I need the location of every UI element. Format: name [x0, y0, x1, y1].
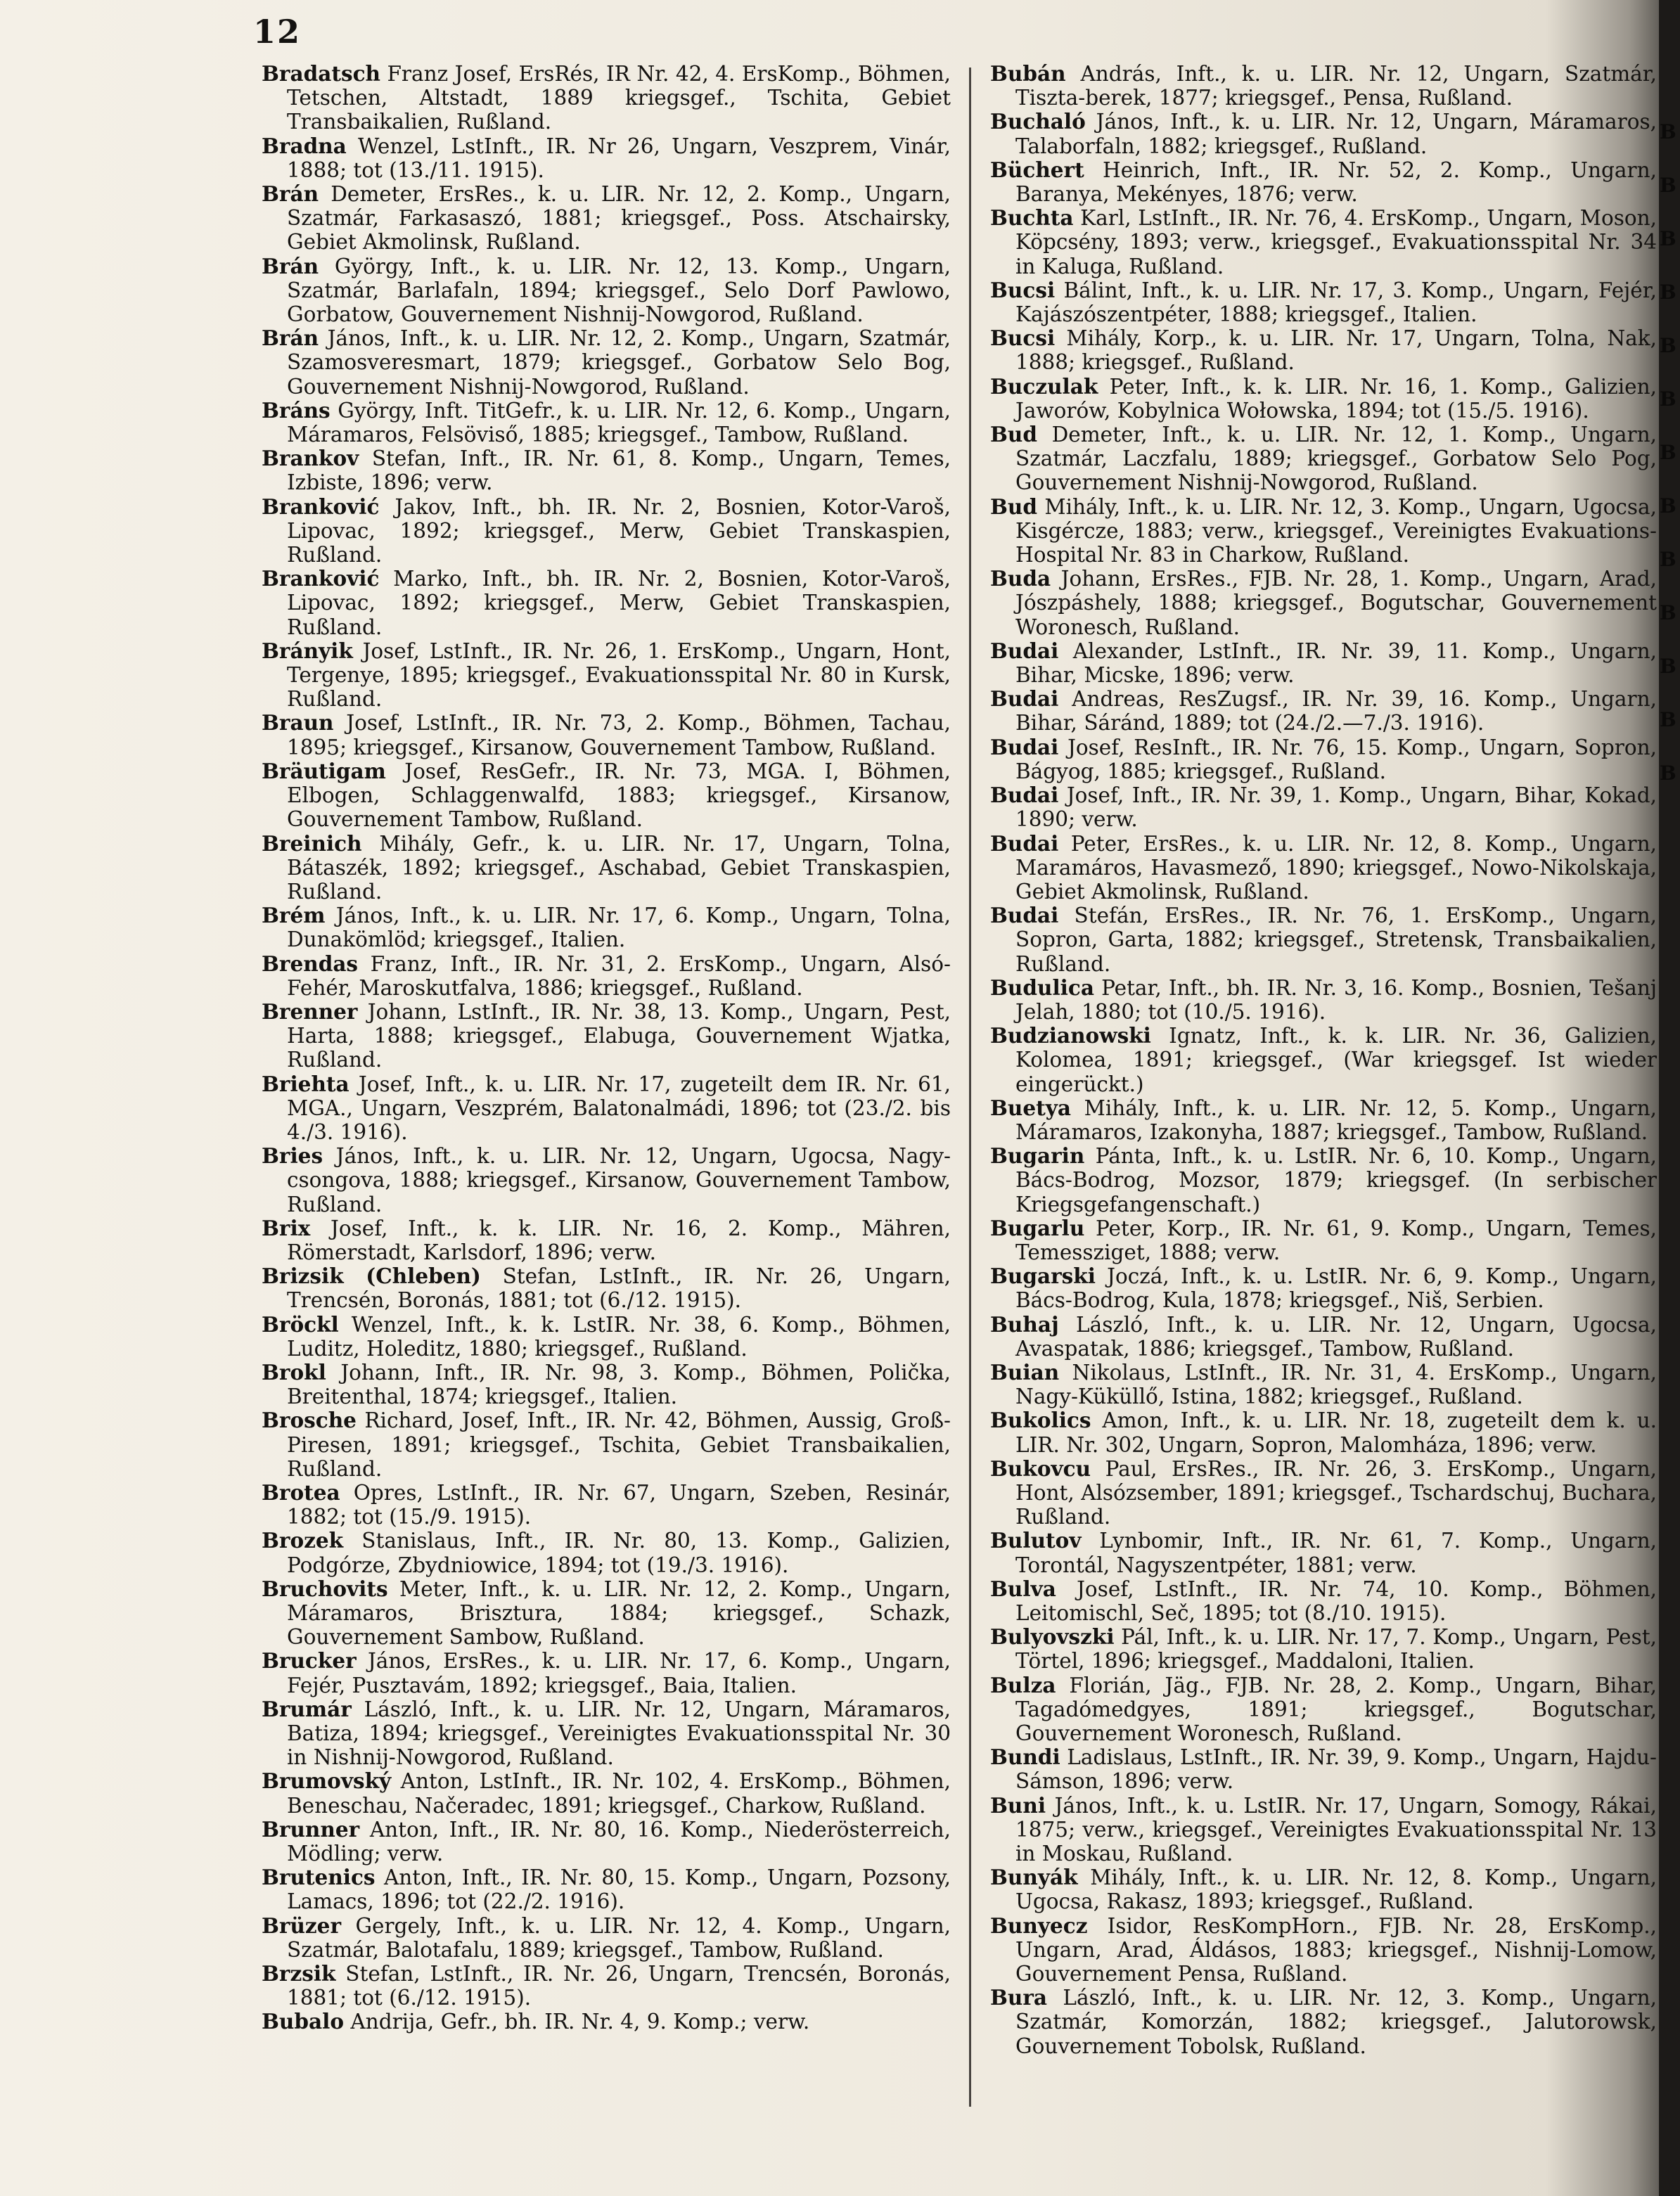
entry-surname: Buhaj: [990, 1311, 1059, 1337]
entry-surname: Brosche: [262, 1408, 357, 1433]
entry-surname: Bubalo: [262, 2009, 345, 2034]
entry-details: Josef, Inft., IR. Nr. 39, 1. Komp., Ungarn, Bihar, Kokad, 1890; verw.: [1015, 783, 1657, 832]
entry-details: László, Inft., k. u. LIR. Nr. 12, Ungarn, Ugocsa, Avaspatak, 1886; kriegsgef., Tambow, Rußland.: [1015, 1312, 1657, 1361]
entry-surname: Briehta: [262, 1071, 350, 1096]
register-entry: [990, 687, 1657, 735]
register-entry: [990, 976, 1657, 1024]
entry-details: Josef, LstInft., IR. Nr. 74, 10. Komp., Böhmen, Leitomischl, Seč, 1895; tot (8./10. 1915).: [1015, 1577, 1657, 1625]
entry-surname: Buetya: [990, 1095, 1072, 1120]
register-entry: [990, 639, 1657, 687]
entry-surname: Breinich: [262, 830, 362, 856]
entry-details: László, Inft., k. u. LIR. Nr. 12, Ungarn, Máramaros, Batiza, 1894; kriegsgef., Vereinigtes Evakuationsspital Nr. 30 in Nishnij-Nowgorod, Rußland.: [287, 1697, 951, 1770]
entry-surname: Brán: [262, 181, 319, 207]
register-entry: [990, 278, 1657, 326]
entry-details: Meter, Inft., k. u. LIR. Nr. 12, 2. Komp., Ungarn, Máramaros, Brisztura, 1884; kriegsgef., Schazk, Gouvernement Sambow, Rußland.: [287, 1577, 951, 1650]
register-entry: [990, 1264, 1657, 1312]
register-entry: [990, 1986, 1657, 2058]
entry-details: Mihály, Inft., k. u. LIR. Nr. 12, 8. Komp., Ungarn, Ugocsa, Rakasz, 1893; kriegsgef., Rußland.: [1015, 1866, 1657, 1914]
register-entry: [990, 158, 1657, 206]
register-entry: [990, 567, 1657, 639]
left-column: [262, 62, 951, 2034]
entry-details: Peter, Inft., k. k. LIR. Nr. 16, 1. Komp., Galizien, Jaworów, Kobylnica Wołowska, 1894; tot (15./5. 1916).: [1015, 374, 1657, 423]
entry-details: Andreas, ResZugsf., IR. Nr. 39, 16. Komp., Ungarn, Bihar, Sáránd, 1889; tot (24./2.—7./3. 1916).: [1015, 687, 1657, 736]
entry-surname: Buian: [990, 1359, 1060, 1385]
register-entry: [262, 1529, 951, 1577]
entry-surname: Bröckl: [262, 1311, 339, 1337]
entry-surname: Buchta: [990, 205, 1074, 231]
entry-details: Josef, LstInft., IR. Nr. 73, 2. Komp., Böhmen, Tachau, 1895; kriegsgef., Kirsanow, Gouvernement Tambow, Rußland.: [287, 711, 951, 759]
entry-details: Paul, ErsRes., IR. Nr. 26, 3. ErsKomp., Ungarn, Hont, Alsózsember, 1891; kriegsgef., Tschardschuj, Buchara, Rußland.: [1015, 1456, 1657, 1529]
entry-details: Florián, Jäg., FJB. Nr. 28, 2. Komp., Ungarn, Bihar, Tagadómedgyes, 1891; kriegsgef., Bogutschar, Gouvernement Woronesch, Rußland.: [1015, 1673, 1657, 1746]
entry-details: János, ErsRes., k. u. LIR. Nr. 17, 6. Komp., Ungarn, Fejér, Pusztavám, 1892; kriegsgef., Baia, Italien.: [287, 1649, 951, 1697]
register-entry: [990, 1625, 1657, 1673]
register-entry: [262, 1216, 951, 1264]
entry-details: János, Inft., k. u. LIR. Nr. 17, 6. Komp., Ungarn, Tolna, Dunakömlöd; kriegsgef., Italien.: [287, 904, 951, 952]
register-entry: [262, 2010, 951, 2034]
register-entry: [262, 495, 951, 567]
entry-details: Franz Josef, ErsRés, IR Nr. 42, 4. ErsKomp., Böhmen, Tetschen, Altstadt, 1889 kriegsgef., Tschita, Gebiet Transbaikalien, Rußland.: [287, 62, 951, 134]
entry-surname: Brüzer: [262, 1913, 341, 1938]
entry-details: Anton, Inft., IR. Nr. 80, 15. Komp., Ungarn, Pozsony, Lamacs, 1896; tot (22./2. 1916).: [287, 1866, 951, 1914]
entry-details: Pál, Inft., k. u. LIR. Nr. 17, 7. Komp., Ungarn, Pest, Törtel, 1896; kriegsgef., Maddaloni, Italien.: [1015, 1625, 1657, 1674]
entry-details: György, Inft., k. u. LIR. Nr. 12, 13. Komp., Ungarn, Szatmár, Barlafaln, 1894; kriegsgef., Selo Dorf Pawlowo, Gorbatow, Gouvernement Nishnij-Nowgorod, Rußland.: [287, 254, 951, 327]
entry-details: Lynbomir, Inft., IR. Nr. 61, 7. Komp., Ungarn, Torontál, Nagyszentpéter, 1881; verw.: [1015, 1529, 1657, 1577]
register-entry: [990, 1529, 1657, 1577]
register-entry: [990, 1866, 1657, 1913]
entry-surname: Büchert: [990, 157, 1084, 182]
entry-surname: Brix: [262, 1215, 311, 1240]
entry-details: Nikolaus, LstInft., IR. Nr. 31, 4. ErsKomp., Ungarn, Nagy-Küküllő, Istina, 1882; kriegsgef., Rußland.: [1015, 1360, 1657, 1409]
register-entry: [990, 1024, 1657, 1096]
entry-surname: Bulva: [990, 1576, 1056, 1601]
edge-letter: B: [1660, 708, 1676, 731]
entry-details: Joczá, Inft., k. u. LstIR. Nr. 6, 9. Komp., Ungarn, Bács-Bodrog, Kula, 1878; kriegsgef., Niš, Serbien.: [1015, 1264, 1657, 1313]
entry-surname: Bucsi: [990, 326, 1056, 351]
entry-details: László, Inft., k. u. LIR. Nr. 12, 3. Komp., Ungarn, Szatmár, Komorzán, 1882; kriegsgef., Jalutorowsk, Gouvernement Tobolsk, Rußland.: [1015, 1986, 1657, 2058]
entry-surname: Bulyovszki: [990, 1624, 1115, 1650]
entry-surname: Budai: [990, 830, 1059, 856]
entry-surname: Bura: [990, 1985, 1048, 2010]
register-entry: [262, 1361, 951, 1408]
entry-details: Opres, LstInft., IR. Nr. 67, Ungarn, Szeben, Resinár, 1882; tot (15./9. 1915).: [287, 1480, 951, 1529]
register-entry: [990, 1674, 1657, 1746]
entry-details: Andrija, Gefr., bh. IR. Nr. 4, 9. Komp.; verw.: [350, 2010, 810, 2034]
register-entry: [990, 1745, 1657, 1793]
register-entry: [262, 567, 951, 639]
register-entry: [990, 1794, 1657, 1866]
entry-surname: Brunner: [262, 1816, 360, 1842]
register-entry: [990, 326, 1657, 374]
entry-surname: Bruchovits: [262, 1576, 388, 1601]
register-entry: [262, 711, 951, 759]
entry-details: Bálint, Inft., k. u. LIR. Nr. 17, 3. Komp., Ungarn, Fejér, Kajászószentpéter, 1888; kriegsgef., Italien.: [1015, 278, 1657, 327]
entry-surname: Buni: [990, 1792, 1046, 1818]
right-column: [990, 62, 1657, 2058]
entry-surname: Bulutov: [990, 1528, 1082, 1553]
register-entry: [990, 783, 1657, 831]
entry-surname: Bugarski: [990, 1264, 1096, 1289]
entry-surname: Budai: [990, 638, 1059, 663]
entry-details: Marko, Inft., bh. IR. Nr. 2, Bosnien, Kotor-Varoš, Lipovac, 1892; kriegsgef., Merw, Gebiet Transkaspien, Rußland.: [287, 567, 951, 639]
entry-details: Pánta, Inft., k. u. LstIR. Nr. 6, 10. Komp., Ungarn, Bács-Bodrog, Mozsor, 1879; kriegsgef. (In serbischer Kriegsgefangenschaft.): [1015, 1144, 1657, 1216]
register-entry: [990, 423, 1657, 495]
entry-surname: Brutenics: [262, 1865, 376, 1890]
entry-surname: Budzianowski: [990, 1023, 1151, 1048]
entry-surname: Bundi: [990, 1745, 1060, 1770]
entry-details: Josef, ResGefr., IR. Nr. 73, MGA. I, Böhmen, Elbogen, Schlaggenwalfd, 1883; kriegsgef., Kirsanow, Gouvernement Tambow, Rußland.: [287, 759, 951, 832]
entry-details: János, Inft., k. u. LIR. Nr. 12, Ungarn, Máramaros, Talaborfaln, 1882; kriegsgef., Rußland.: [1015, 110, 1657, 158]
register-entry: [990, 206, 1657, 278]
register-entry: [262, 904, 951, 951]
register-entry: [990, 110, 1657, 158]
entry-details: Ignatz, Inft., k. k. LIR. Nr. 36, Galizien, Kolomea, 1891; kriegsgef., (War kriegsgef. Ist wieder eingerückt.): [1015, 1024, 1657, 1096]
register-entry: [990, 1914, 1657, 1986]
entry-surname: Buczulak: [990, 373, 1098, 399]
entry-surname: Bulza: [990, 1672, 1056, 1697]
register-entry: [990, 1577, 1657, 1625]
entry-details: Mihály, Inft., k. u. LIR. Nr. 12, 5. Komp., Ungarn, Máramaros, Izakonyha, 1887; kriegsgef., Tambow, Rußland.: [1015, 1096, 1657, 1144]
entry-surname: Bráns: [262, 397, 331, 423]
entry-surname: Bräutigam: [262, 758, 386, 783]
entry-details: Alexander, LstInft., IR. Nr. 39, 11. Komp., Ungarn, Bihar, Micske, 1896; verw.: [1015, 638, 1657, 688]
entry-details: Demeter, ErsRes., k. u. LIR. Nr. 12, 2. Komp., Ungarn, Szatmár, Farkasaszó, 1881; kriegsgef., Poss. Atschairsky, Gebiet Akmolinsk, Rußland.: [287, 182, 951, 255]
entry-surname: Brizsik (Chleben): [262, 1264, 481, 1289]
edge-letter: B: [1660, 655, 1676, 678]
page-number: 12: [253, 13, 302, 51]
register-entry: [990, 1408, 1657, 1456]
register-entry: [990, 1096, 1657, 1144]
entry-details: Anton, Inft., IR. Nr. 80, 16. Komp., Niederösterreich, Mödling; verw.: [287, 1817, 951, 1866]
entry-surname: Bradatsch: [262, 61, 380, 86]
entry-details: Wenzel, LstInft., IR. Nr 26, Ungarn, Veszprem, Vinár, 1888; tot (13./11. 1915).: [287, 134, 951, 182]
entry-details: Heinrich, Inft., IR. Nr. 52, 2. Komp., Ungarn, Baranya, Mekényes, 1876; verw.: [1015, 158, 1657, 207]
edge-letter: B: [1660, 281, 1676, 304]
entry-surname: Bunyecz: [990, 1913, 1088, 1938]
entry-surname: Brankov: [262, 446, 359, 471]
entry-surname: Bries: [262, 1143, 323, 1169]
entry-details: Anton, LstInft., IR. Nr. 102, 4. ErsKomp., Böhmen, Beneschau, Načeradec, 1891; kriegsgef., Charkow, Rußland.: [287, 1769, 951, 1818]
entry-details: Mihály, Gefr., k. u. LIR. Nr. 17, Ungarn, Tolna, Bátaszék, 1892; kriegsgef., Aschabad, Gebiet Transkaspien, Rußland.: [287, 831, 951, 904]
register-entry: [262, 759, 951, 832]
entry-surname: Brumovský: [262, 1768, 392, 1794]
register-entry: [262, 1072, 951, 1145]
entry-surname: Budulica: [990, 975, 1094, 1000]
entry-surname: Bubán: [990, 61, 1066, 86]
edge-letter: B: [1660, 548, 1676, 571]
entry-surname: Budai: [990, 783, 1059, 808]
entry-surname: Bunyák: [990, 1865, 1078, 1890]
register-entry: [990, 1361, 1657, 1408]
register-entry: [262, 1313, 951, 1361]
entry-details: Peter, Korp., IR. Nr. 61, 9. Komp., Ungarn, Temes, Temessziget, 1888; verw.: [1015, 1216, 1657, 1264]
entry-details: Josef, Inft., k. k. LIR. Nr. 16, 2. Komp., Mähren, Römerstadt, Karlsdorf, 1896; verw.: [287, 1216, 951, 1264]
entry-details: Johann, Inft., IR. Nr. 98, 3. Komp., Böhmen, Polička, Breitenthal, 1874; kriegsgef., Italien.: [287, 1360, 951, 1409]
edge-letter: B: [1660, 174, 1676, 197]
entry-surname: Budai: [990, 734, 1059, 759]
edge-letter: B: [1660, 762, 1676, 785]
entry-surname: Brán: [262, 253, 319, 278]
register-entry: [262, 952, 951, 1000]
entry-surname: Brendas: [262, 951, 359, 976]
edge-letter: B: [1660, 387, 1676, 411]
entry-details: Mihály, Inft., k. u. LIR. Nr. 12, 3. Komp., Ungarn, Ugocsa, Kisgércze, 1883; verw., kriegsgef., Vereinigtes Evakuations-Hospital Nr. 83 in Charkow, Rußland.: [1015, 494, 1657, 567]
register-entry: [262, 447, 951, 494]
entry-surname: Buchaló: [990, 109, 1086, 134]
entry-details: Isidor, ResKompHorn., FJB. Nr. 28, ErsKomp., Ungarn, Arad, Áldásos, 1883; kriegsgef., Nishnij-Lomow, Gouvernement Pensa, Rußland.: [1015, 1913, 1657, 1986]
entry-surname: Bukovcu: [990, 1456, 1091, 1481]
register-entry: [262, 1264, 951, 1312]
entry-surname: Bugarlu: [990, 1215, 1085, 1240]
edge-letter: B: [1660, 120, 1676, 143]
entry-surname: Bucsi: [990, 277, 1056, 302]
edge-letter: B: [1660, 441, 1676, 464]
entry-surname: Bud: [990, 422, 1038, 447]
register-entry: [262, 832, 951, 904]
entry-details: György, Inft. TitGefr., k. u. LIR. Nr. 12, 6. Komp., Ungarn, Máramaros, Felsöviső, 1885; kriegsgef., Tambow, Rußland.: [287, 398, 951, 447]
register-entry: [990, 832, 1657, 904]
register-entry: [990, 495, 1657, 567]
register-entry: [990, 1313, 1657, 1361]
entry-details: Stefan, Inft., IR. Nr. 61, 8. Komp., Ungarn, Temes, Izbiste, 1896; verw.: [287, 447, 951, 495]
register-entry: [262, 1481, 951, 1529]
entry-surname: Budai: [990, 903, 1059, 928]
register-entry: [262, 1649, 951, 1697]
register-entry: [990, 1144, 1657, 1216]
entry-details: Jakov, Inft., bh. IR. Nr. 2, Bosnien, Kotor-Varoš, Lipovac, 1892; kriegsgef., Merw, Gebiet Transkaspien, Rußland.: [287, 494, 951, 567]
column-divider: [969, 68, 971, 2107]
entry-details: Ladislaus, LstInft., IR. Nr. 39, 9. Komp., Ungarn, Hajdu-Sámson, 1896; verw.: [1015, 1745, 1657, 1794]
entry-surname: Brán: [262, 326, 319, 351]
entry-details: Josef, LstInft., IR. Nr. 26, 1. ErsKomp., Ungarn, Hont, Tergenye, 1895; kriegsgef., Evakuationsspital Nr. 80 in Kursk, Rußland.: [287, 638, 951, 712]
entry-surname: Budai: [990, 686, 1059, 712]
register-entry: [262, 639, 951, 712]
entry-details: Josef, Inft., k. u. LIR. Nr. 17, zugeteilt dem IR. Nr. 61, MGA., Ungarn, Veszprém, Balatonalmádi, 1896; tot (23./2. bis 4./3. 1916).: [287, 1072, 951, 1144]
entry-surname: Bradna: [262, 133, 347, 158]
register-entry: [262, 1866, 951, 1913]
entry-surname: Branković: [262, 494, 380, 519]
register-entry: [990, 1457, 1657, 1529]
register-entry: [262, 255, 951, 327]
entry-surname: Bukolics: [990, 1408, 1091, 1433]
entry-surname: Brozek: [262, 1528, 344, 1553]
entry-surname: Brenner: [262, 999, 358, 1024]
entry-details: Josef, ResInft., IR. Nr. 76, 15. Komp., Ungarn, Sopron, Bágyog, 1885; kriegsgef., Rußland.: [1015, 735, 1657, 783]
entry-details: Stanislaus, Inft., IR. Nr. 80, 13. Komp., Galizien, Podgórze, Zbydniowice, 1894; tot (19./3. 1916).: [287, 1529, 951, 1577]
entry-details: Stefán, ErsRes., IR. Nr. 76, 1. ErsKomp., Ungarn, Sopron, Garta, 1882; kriegsgef., Stretensk, Transbaikalien, Rußland.: [1015, 904, 1657, 976]
register-entry: [262, 1769, 951, 1817]
register-entry: [990, 375, 1657, 423]
edge-letter: B: [1660, 494, 1676, 518]
entry-surname: Brokl: [262, 1359, 326, 1385]
edge-letter: B: [1660, 601, 1676, 624]
register-entry: [262, 182, 951, 255]
entry-surname: Buda: [990, 566, 1051, 591]
register-entry: [262, 1000, 951, 1072]
register-entry: [262, 399, 951, 447]
register-entry: [990, 62, 1657, 110]
entry-details: András, Inft., k. u. LIR. Nr. 12, Ungarn, Szatmár, Tiszta-berek, 1877; kriegsgef., Pensa, Rußland.: [1015, 62, 1657, 110]
entry-details: Karl, LstInft., IR. Nr. 76, 4. ErsKomp., Ungarn, Moson, Köpcsény, 1893; verw., kriegsgef., Evakuationsspital Nr. 34 in Kaluga, Rußland.: [1015, 206, 1657, 278]
register-entry: [262, 1697, 951, 1770]
entry-surname: Braun: [262, 710, 334, 736]
entry-surname: Brumár: [262, 1696, 352, 1721]
edge-letter: B: [1660, 334, 1676, 357]
adjacent-page-edge-letters: [1660, 105, 1676, 800]
register-entry: [262, 1408, 951, 1481]
entry-details: Johann, ErsRes., FJB. Nr. 28, 1. Komp., Ungarn, Arad, Jószpáshely, 1888; kriegsgef., Bogutschar, Gouvernement Woronesch, Rußland.: [1015, 567, 1657, 639]
entry-details: Demeter, Inft., k. u. LIR. Nr. 12, 1. Komp., Ungarn, Szatmár, Laczfalu, 1889; kriegsgef., Gorbatow Selo Pog, Gouvernement Nishnij-Nowgorod, Rußland.: [1015, 423, 1657, 495]
entry-details: Wenzel, Inft., k. k. LstIR. Nr. 38, 6. Komp., Böhmen, Luditz, Holeditz, 1880; kriegsgef., Rußland.: [287, 1312, 951, 1361]
register-entry: [262, 326, 951, 399]
register-entry: [262, 1577, 951, 1650]
register-entry: [262, 1914, 951, 1962]
entry-details: Peter, ErsRes., k. u. LIR. Nr. 12, 8. Komp., Ungarn, Maramáros, Havasmező, 1890; kriegsgef., Nowo-Nikolskaja, Gebiet Akmolinsk, Rußland.: [1015, 831, 1657, 904]
entry-surname: Bugarin: [990, 1143, 1085, 1169]
edge-letter: B: [1660, 227, 1676, 250]
entry-details: János, Inft., k. u. LstIR. Nr. 17, Ungarn, Somogy, Rákai, 1875; verw., kriegsgef., Vereinigtes Evakuationsspital Nr. 13 in Moskau, Rußland.: [1015, 1793, 1657, 1866]
entry-details: Johann, LstInft., IR. Nr. 38, 13. Komp., Ungarn, Pest, Harta, 1888; kriegsgef., Elabuga, Gouvernement Wjatka, Rußland.: [287, 999, 951, 1072]
register-entry: [262, 1144, 951, 1216]
register-entry: [262, 134, 951, 182]
entry-details: János, Inft., k. u. LIR. Nr. 12, Ungarn, Ugocsa, Nagy-csongova, 1888; kriegsgef., Kirsanow, Gouvernement Tambow, Rußland.: [287, 1144, 951, 1216]
entry-details: Stefan, LstInft., IR. Nr. 26, Ungarn, Trencsén, Boronás, 1881; tot (6./12. 1915).: [287, 1264, 951, 1313]
entry-details: Gergely, Inft., k. u. LIR. Nr. 12, 4. Komp., Ungarn, Szatmár, Balotafalu, 1889; kriegsgef., Tambow, Rußland.: [287, 1913, 951, 1962]
entry-details: János, Inft., k. u. LIR. Nr. 12, 2. Komp., Ungarn, Szatmár, Szamosveresmart, 1879; kriegsgef., Gorbatow Selo Bog, Gouvernement Nishnij-Nowgorod, Rußland.: [287, 326, 951, 399]
entry-details: Petar, Inft., bh. IR. Nr. 3, 16. Komp., Bosnien, Tešanj Jelah, 1880; tot (10./5. 1916).: [1015, 975, 1657, 1024]
entry-surname: Brányik: [262, 638, 353, 663]
register-entry: [262, 1818, 951, 1866]
entry-surname: Brém: [262, 903, 326, 928]
entry-surname: Brucker: [262, 1648, 357, 1674]
register-entry: [990, 1216, 1657, 1264]
entry-details: Amon, Inft., k. u. LIR. Nr. 18, zugeteilt dem k. u. LIR. Nr. 302, Ungarn, Sopron, Malomháza, 1896; verw.: [1015, 1408, 1657, 1457]
entry-details: Franz, Inft., IR. Nr. 31, 2. ErsKomp., Ungarn, Alsó-Fehér, Maroskutfalva, 1886; kriegsgef., Rußland.: [287, 951, 951, 1000]
register-entry: [990, 736, 1657, 783]
entry-surname: Bud: [990, 494, 1038, 519]
register-entry: [990, 904, 1657, 976]
entry-details: Mihály, Korp., k. u. LIR. Nr. 17, Ungarn, Tolna, Nak, 1888; kriegsgef., Rußland.: [1015, 326, 1657, 375]
entry-details: Stefan, LstInft., IR. Nr. 26, Ungarn, Trencsén, Boronás, 1881; tot (6./12. 1915).: [287, 1962, 951, 2010]
entry-surname: Branković: [262, 566, 380, 591]
entry-surname: Brzsik: [262, 1961, 336, 1986]
entry-surname: Brotea: [262, 1479, 340, 1505]
register-entry: [262, 1962, 951, 2010]
register-entry: [262, 62, 951, 134]
entry-details: Richard, Josef, Inft., IR. Nr. 42, Böhmen, Aussig, Groß-Piresen, 1891; kriegsgef., Tschita, Gebiet Transbaikalien, Rußland.: [287, 1408, 951, 1481]
